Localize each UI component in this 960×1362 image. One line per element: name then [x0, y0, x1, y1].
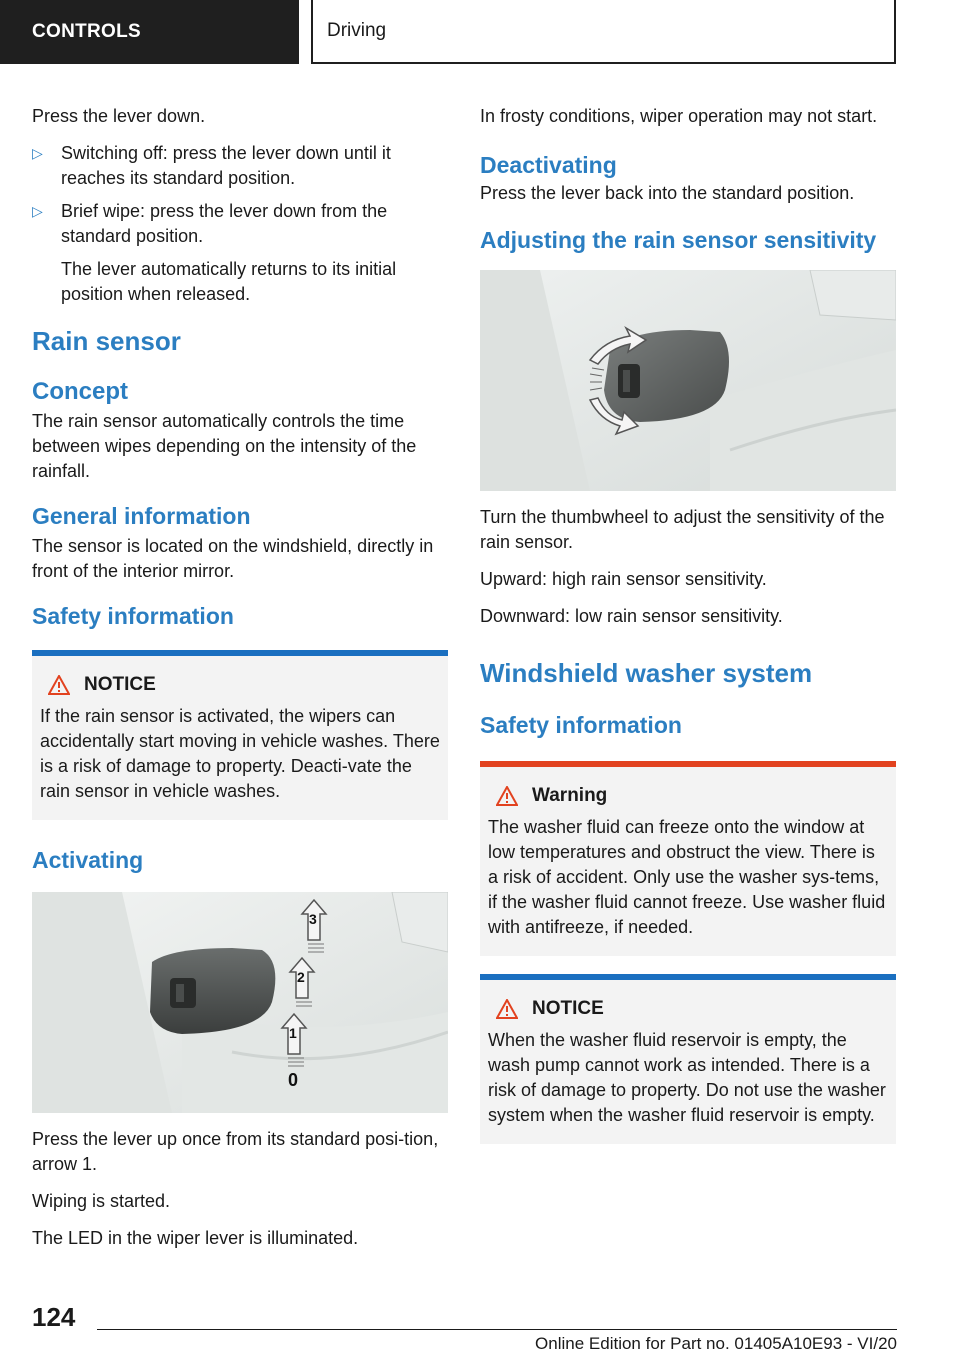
intro-text: Press the lever down. — [32, 106, 206, 126]
downward-text: Downward: low rain sensor sensitivity. — [480, 606, 783, 626]
bullet-triangle-icon: ▷ — [32, 203, 43, 219]
general-information-text: The sensor is located on the windshield, directly in front of the interior mirror. — [32, 536, 434, 581]
safety-information-heading: Safety information — [32, 603, 234, 629]
notice-title-2 — [488, 998, 888, 1020]
notice-title-text-2: NOTICE — [532, 998, 604, 1019]
list-item — [32, 141, 448, 191]
concept-heading: Concept — [32, 378, 128, 405]
notice-box-2 — [480, 974, 896, 1144]
deactivating-text: Press the lever back into the standard position. — [480, 183, 855, 203]
bullet-list — [32, 141, 448, 307]
section-tab: CONTROLS — [0, 0, 299, 64]
concept-text: The rain sensor automatically controls the time between wipes depending on the intensity of the rainfall. — [32, 411, 417, 481]
thumbwheel-text: Turn the thumbwheel to adjust the sensitivity of the rain sensor. — [480, 507, 885, 552]
notice-text-2: When the washer fluid reservoir is empty, the wash pump cannot work as intended. There is a risk of damage to property. Do not use the washer system when the washer fluid reservoir is empty. — [488, 1030, 886, 1125]
list-item-subtext: The lever automatically returns to its initial position when released. — [61, 259, 397, 304]
warning-box — [480, 761, 896, 956]
washer-safety-heading: Safety information — [480, 712, 682, 738]
activating-heading: Activating — [32, 847, 144, 873]
thumbwheel-illustration — [480, 270, 896, 491]
activating-figure — [32, 892, 448, 1113]
warning-triangle-icon — [48, 675, 70, 695]
washer-system-heading: Windshield washer system — [480, 658, 813, 688]
thumbwheel-figure — [480, 270, 896, 491]
activating-text-1: Press the lever up once from its standard posi-tion, arrow 1. — [32, 1129, 439, 1174]
arrow-label-3: 3 — [309, 911, 317, 927]
arrow-label-0: 0 — [288, 1070, 299, 1090]
list-item-text: Switching off: press the lever down until it reaches its standard position. — [61, 143, 391, 188]
notice-text: If the rain sensor is activated, the wipers can accidentally start moving in vehicle washes. There is a risk of damage to property. Deacti-vate the rain sensor in vehicle washes. — [40, 706, 440, 801]
notice-title-text: NOTICE — [84, 674, 156, 695]
notice-box — [32, 650, 448, 820]
chapter-tab: Driving — [311, 0, 896, 64]
footer-divider — [97, 1329, 897, 1330]
wiper-lever-illustration — [32, 892, 448, 1113]
left-column — [32, 104, 448, 1263]
adjusting-heading: Adjusting the rain sensor sensitivity — [480, 227, 877, 253]
notice-title — [40, 674, 440, 696]
page-number: 124 — [32, 1302, 76, 1332]
list-item — [32, 199, 448, 307]
warning-triangle-icon — [496, 999, 518, 1019]
right-column — [480, 104, 896, 1144]
warning-triangle-icon — [496, 786, 518, 806]
deactivating-heading: Deactivating — [480, 152, 617, 178]
rain-sensor-heading: Rain sensor — [32, 326, 181, 356]
bullet-triangle-icon: ▷ — [32, 145, 43, 161]
activating-text-2: Wiping is started. — [32, 1191, 171, 1211]
general-information-heading: General information — [32, 503, 251, 529]
arrow-label-2: 2 — [297, 969, 305, 985]
activating-text-3: The LED in the wiper lever is illuminated. — [32, 1228, 359, 1248]
footer-edition: Online Edition for Part no. 01405A10E93 - VI/20 — [535, 1334, 897, 1353]
warning-title-text: Warning — [532, 785, 608, 806]
arrow-label-1: 1 — [289, 1025, 297, 1041]
list-item-text: Brief wipe: press the lever down from the standard position. — [61, 201, 388, 246]
frost-text: In frosty conditions, wiper operation may not start. — [480, 106, 878, 126]
warning-title — [488, 785, 888, 807]
warning-text: The washer fluid can freeze onto the window at low temperatures and obstruct the view. There is a risk of accident. Only use the washer sys-tems, if the washer fluid cannot freeze. Use washer fluid with antifreeze, if needed. — [488, 817, 886, 937]
upward-text: Upward: high rain sensor sensitivity. — [480, 569, 767, 589]
